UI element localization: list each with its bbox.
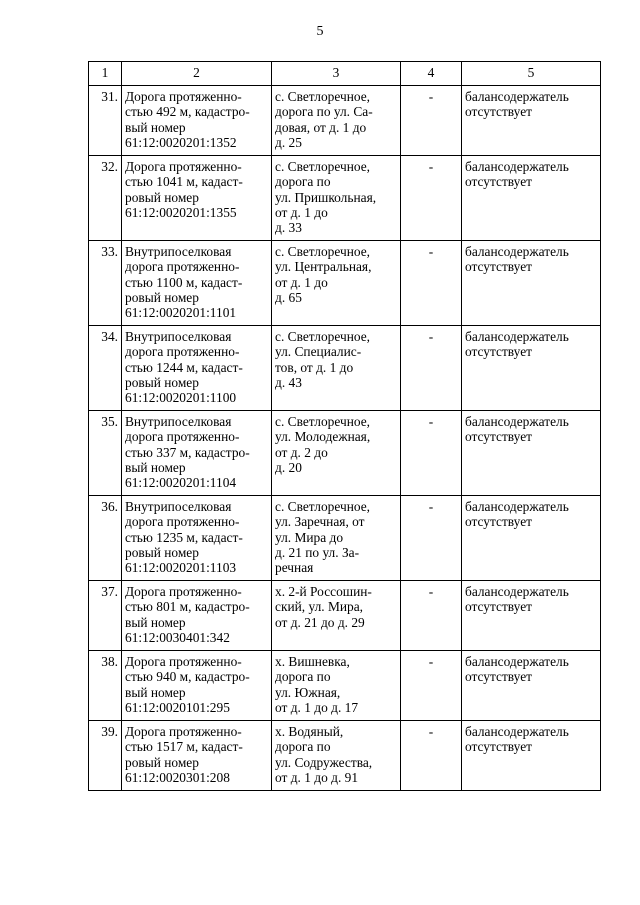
col4-value: - [401,326,462,411]
location-line: д. 65 [275,289,302,305]
location-line: от д. 1 до [275,204,328,220]
col4-value: - [401,241,462,326]
header-col-4: 4 [401,62,462,86]
object-name-line: стью 337 м, кадастро- [125,444,250,460]
object-name-line: вый номер [125,459,186,475]
header-col-1: 1 [89,62,122,86]
col4-value: - [401,411,462,496]
row-number: 31. [89,86,122,156]
location-line: дорога по [275,174,331,190]
location-line: тов, от д. 1 до [275,359,354,375]
header-col-2: 2 [122,62,272,86]
object-name-line: 61:12:0020101:295 [125,699,230,715]
location-line: от д. 21 до д. 29 [275,614,365,630]
location-line: с. Светлоречное, [275,159,371,174]
location-line: д. 43 [275,374,302,390]
object-name-line: Дорога протяженно- [125,584,242,599]
table-body [89,86,601,791]
location-line: д. 33 [275,220,302,236]
table-row [89,241,601,326]
table-row [89,411,601,496]
object-name-line: Дорога протяженно- [125,89,242,104]
object-name-line: 61:12:0030401:342 [125,629,230,645]
object-name-line: Внутрипоселковая [125,244,232,259]
location-line: дорога по [275,739,331,755]
table-row [89,651,601,721]
holder-line: балансодержатель [465,244,569,259]
table-header [89,62,601,86]
location-line: ул. Мира до [275,529,344,545]
row-number: 33. [89,241,122,326]
row-number: 34. [89,326,122,411]
object-name-line: дорога протяженно- [125,429,240,445]
object-name-cell [122,496,272,581]
location-cell [272,241,401,326]
object-name-line: 61:12:0020201:1352 [125,134,237,150]
col4-value: - [401,721,462,791]
holder-line: отсутствует [465,429,532,445]
object-name-line: дорога протяженно- [125,344,240,360]
object-name-line: стью 1235 м, кадаст- [125,529,243,545]
col4-value: - [401,156,462,241]
object-name-line: 61:12:0020201:1103 [125,560,237,576]
table-row [89,156,601,241]
holder-line: отсутствует [465,104,532,120]
location-cell [272,326,401,411]
object-name-line: Внутрипоселковая [125,329,232,344]
table-row [89,496,601,581]
location-line: с. Светлоречное, [275,499,371,514]
object-name-line: стью 1100 м, кадаст- [125,274,243,290]
location-line: от д. 1 до д. 91 [275,769,359,785]
holder-line: балансодержатель [465,329,569,344]
location-cell [272,721,401,791]
location-line: от д. 1 до д. 17 [275,699,359,715]
object-name-line: дорога протяженно- [125,514,240,530]
location-line: дорога по [275,669,331,685]
header-col-3: 3 [272,62,401,86]
location-line: от д. 2 до [275,444,328,460]
location-line: х. Водяный, [275,724,344,739]
holder-cell [462,326,601,411]
object-name-cell [122,156,272,241]
header-col-5: 5 [462,62,601,86]
location-cell [272,86,401,156]
location-cell [272,651,401,721]
location-line: х. Вишневка, [275,654,350,669]
object-name-line: вый номер [125,684,186,700]
location-line: с. Светлоречное, [275,244,371,259]
object-name-line: Дорога протяженно- [125,159,242,174]
location-line: ул. Специалис- [275,344,362,360]
object-name-line: Внутрипоселковая [125,414,232,429]
location-line: ский, ул. Мира, [275,599,364,615]
holder-line: отсутствует [465,599,532,615]
location-line: дорога по ул. Са- [275,104,373,120]
object-name-cell [122,326,272,411]
object-name-line: ровый номер [125,754,199,770]
location-line: д. 25 [275,134,302,150]
object-name-line: ровый номер [125,374,199,390]
location-line: от д. 1 до [275,274,328,290]
object-name-line: Дорога протяженно- [125,654,242,669]
object-name-line: ровый номер [125,544,199,560]
col4-value: - [401,581,462,651]
holder-line: балансодержатель [465,414,569,429]
location-line: ул. Содружества, [275,754,373,770]
holder-line: отсутствует [465,669,532,685]
location-cell [272,156,401,241]
col4-value: - [401,496,462,581]
page-number: 5 [316,24,324,39]
location-line: ул. Южная, [275,684,341,700]
property-table [88,61,601,791]
holder-line: балансодержатель [465,159,569,174]
row-number: 32. [89,156,122,241]
location-line: с. Светлоречное, [275,414,371,429]
holder-line: отсутствует [465,739,532,755]
table-row [89,581,601,651]
object-name-line: 61:12:0020201:1355 [125,204,237,220]
col4-value: - [401,86,462,156]
holder-line: отсутствует [465,174,532,190]
row-number: 39. [89,721,122,791]
table-row [89,721,601,791]
object-name-line: стью 492 м, кадастро- [125,104,250,120]
object-name-line: дорога протяженно- [125,259,240,275]
table-row [89,86,601,156]
location-line: с. Светлоречное, [275,329,371,344]
holder-cell [462,411,601,496]
holder-line: отсутствует [465,514,532,530]
object-name-line: стью 1517 м, кадаст- [125,739,243,755]
object-name-cell [122,651,272,721]
row-number: 36. [89,496,122,581]
object-name-line: 61:12:0020201:1101 [125,305,237,321]
holder-line: балансодержатель [465,724,569,739]
object-name-cell [122,86,272,156]
object-name-line: стью 1041 м, кадаст- [125,174,243,190]
holder-line: балансодержатель [465,89,569,104]
object-name-line: ровый номер [125,189,199,205]
object-name-cell [122,721,272,791]
object-name-cell [122,581,272,651]
object-name-line: стью 1244 м, кадаст- [125,359,243,375]
object-name-cell [122,241,272,326]
holder-line: отсутствует [465,344,532,360]
location-cell [272,496,401,581]
row-number: 38. [89,651,122,721]
object-name-line: вый номер [125,614,186,630]
location-cell [272,411,401,496]
holder-line: балансодержатель [465,584,569,599]
row-number: 37. [89,581,122,651]
object-name-line: стью 801 м, кадастро- [125,599,250,615]
object-name-line: стью 940 м, кадастро- [125,669,250,685]
holder-cell [462,86,601,156]
location-line: ул. Заречная, от [275,514,365,530]
holder-cell [462,651,601,721]
location-cell [272,581,401,651]
location-line: речная [275,560,314,576]
object-name-line: 61:12:0020201:1104 [125,475,237,491]
object-name-line: ровый номер [125,289,199,305]
header-row [89,62,601,86]
holder-cell [462,156,601,241]
location-line: д. 21 по ул. За- [275,544,360,560]
holder-cell [462,496,601,581]
row-number: 35. [89,411,122,496]
object-name-line: Внутрипоселковая [125,499,232,514]
location-line: ул. Центральная, [275,259,372,275]
col4-value: - [401,651,462,721]
holder-cell [462,241,601,326]
location-line: д. 20 [275,459,302,475]
object-name-line: 61:12:0020201:1100 [125,390,237,406]
holder-cell [462,721,601,791]
holder-cell [462,581,601,651]
holder-line: отсутствует [465,259,532,275]
object-name-cell [122,411,272,496]
location-line: с. Светлоречное, [275,89,371,104]
object-name-line: 61:12:0020301:208 [125,769,230,785]
location-line: ул. Пришкольная, [275,189,377,205]
object-name-line: Дорога протяженно- [125,724,242,739]
location-line: довая, от д. 1 до [275,119,367,135]
holder-line: балансодержатель [465,499,569,514]
holder-line: балансодержатель [465,654,569,669]
location-line: ул. Молодежная, [275,429,371,445]
location-line: х. 2-й Россошин- [275,584,372,599]
table-row [89,326,601,411]
object-name-line: вый номер [125,119,186,135]
